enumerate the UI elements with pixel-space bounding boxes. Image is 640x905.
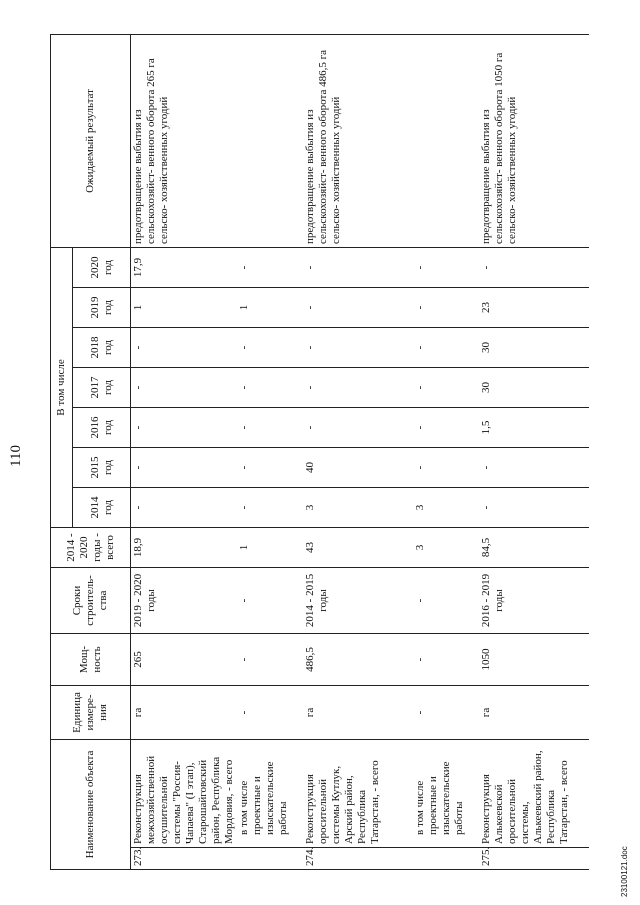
year-cell: - (303, 367, 413, 407)
year-cell: 3 (303, 487, 413, 527)
year-cell: 23 (479, 287, 589, 327)
year-cell: - (237, 447, 303, 487)
unit-cell: - (237, 685, 303, 739)
year-cell: - (303, 287, 413, 327)
year-cell: - (237, 487, 303, 527)
year-cell: 3 (413, 487, 479, 527)
header-year-2020: 2020 год (73, 247, 131, 287)
header-total: 2014 - 2020 годы - всего (51, 527, 131, 567)
header-year-2015: 2015 год (73, 447, 131, 487)
year-cell: - (413, 327, 479, 367)
row-number: 275. (479, 848, 589, 870)
year-cell: 1,5 (479, 407, 589, 447)
total-cell: 84,5 (479, 527, 589, 567)
year-cell: - (131, 447, 238, 487)
year-cell: - (131, 407, 238, 447)
row-number: 273. (131, 848, 238, 870)
year-cell: - (131, 327, 238, 367)
table-row (237, 34, 303, 869)
capacity-cell: - (237, 633, 303, 685)
year-cell: - (237, 327, 303, 367)
year-cell: 30 (479, 327, 589, 367)
data-table (50, 34, 589, 870)
row-number: 274. (303, 848, 413, 870)
header-including: В том числе (51, 247, 73, 527)
capacity-cell: 486,5 (303, 633, 413, 685)
year-cell: - (303, 407, 413, 447)
header-terms: Сроки строитель- ства (51, 567, 131, 633)
year-cell: - (303, 327, 413, 367)
year-cell: 30 (479, 367, 589, 407)
year-cell: - (413, 407, 479, 447)
unit-cell: га (479, 685, 589, 739)
header-year-2016: 2016 год (73, 407, 131, 447)
object-name: в том числе проектные и изыскательские работы (237, 739, 303, 847)
year-cell: 1 (237, 287, 303, 327)
year-cell: - (237, 367, 303, 407)
total-cell: 1 (237, 527, 303, 567)
result-cell (237, 34, 303, 247)
capacity-cell: - (413, 633, 479, 685)
header-year-2014: 2014 год (73, 487, 131, 527)
unit-cell: га (131, 685, 238, 739)
row-number (237, 848, 303, 870)
table-row (479, 34, 589, 869)
year-cell: - (413, 247, 479, 287)
terms-cell: 2014 - 2015 годы (303, 567, 413, 633)
capacity-cell: 265 (131, 633, 238, 685)
year-cell: - (131, 367, 238, 407)
object-name: Реконструкция Алькеевской оросительной системы, Алькеевский район, Республика Татарстан, - всего (479, 739, 589, 847)
row-number (413, 848, 479, 870)
year-cell: - (413, 367, 479, 407)
header-capacity: Мощ- ность (51, 633, 131, 685)
header-unit: Единица измере- ния (51, 685, 131, 739)
result-cell (413, 34, 479, 247)
page-number: 110 (8, 445, 24, 467)
year-cell: 1 (131, 287, 238, 327)
table-row (303, 34, 413, 869)
year-cell: - (413, 287, 479, 327)
total-cell: 3 (413, 527, 479, 567)
header-result: Ожидаемый результат (51, 34, 131, 247)
header-year-2017: 2017 год (73, 367, 131, 407)
unit-cell: га (303, 685, 413, 739)
year-cell: - (237, 247, 303, 287)
terms-cell: - (413, 567, 479, 633)
year-cell: - (303, 247, 413, 287)
year-cell: - (237, 407, 303, 447)
header-name: Наименование объекта (51, 739, 131, 869)
unit-cell: - (413, 685, 479, 739)
year-cell: 17,9 (131, 247, 238, 287)
result-cell: предотвращение выбытия из сельскохозяйст- венного оборота 265 га сельско- хозяйственных угодий (131, 34, 238, 247)
total-cell: 18,9 (131, 527, 238, 567)
terms-cell: - (237, 567, 303, 633)
year-cell: - (413, 447, 479, 487)
year-cell: - (131, 487, 238, 527)
terms-cell: 2016 - 2019 годы (479, 567, 589, 633)
table-row (413, 34, 479, 869)
year-cell: 40 (303, 447, 413, 487)
footer-filename: 23100121.doc (620, 846, 629, 897)
table-row (131, 34, 238, 869)
year-cell: - (479, 247, 589, 287)
total-cell: 43 (303, 527, 413, 567)
object-name: Реконструкция межхозяйственной осушительной системы "Россия-Чапаева" (I этап), Старошайговский район, Республика Мордовия, - всего (131, 739, 238, 847)
header-year-2019: 2019 год (73, 287, 131, 327)
result-cell: предотвращение выбытия из сельскохозяйст- венного оборота 486,5 га сельско- хозяйственных угодий (303, 34, 413, 247)
result-cell: предотвращение выбытия из сельскохозяйст- венного оборота 1050 га сельско- хозяйственных угодий (479, 34, 589, 247)
year-cell: - (479, 447, 589, 487)
terms-cell: 2019 - 2020 годы (131, 567, 238, 633)
header-year-2018: 2018 год (73, 327, 131, 367)
year-cell: - (479, 487, 589, 527)
object-name: Реконструкция оросительной системы Кутлук, Арский район, Республика Татарстан, - всего (303, 739, 413, 847)
capacity-cell: 1050 (479, 633, 589, 685)
object-name: в том числе проектные и изыскательские работы (413, 739, 479, 847)
